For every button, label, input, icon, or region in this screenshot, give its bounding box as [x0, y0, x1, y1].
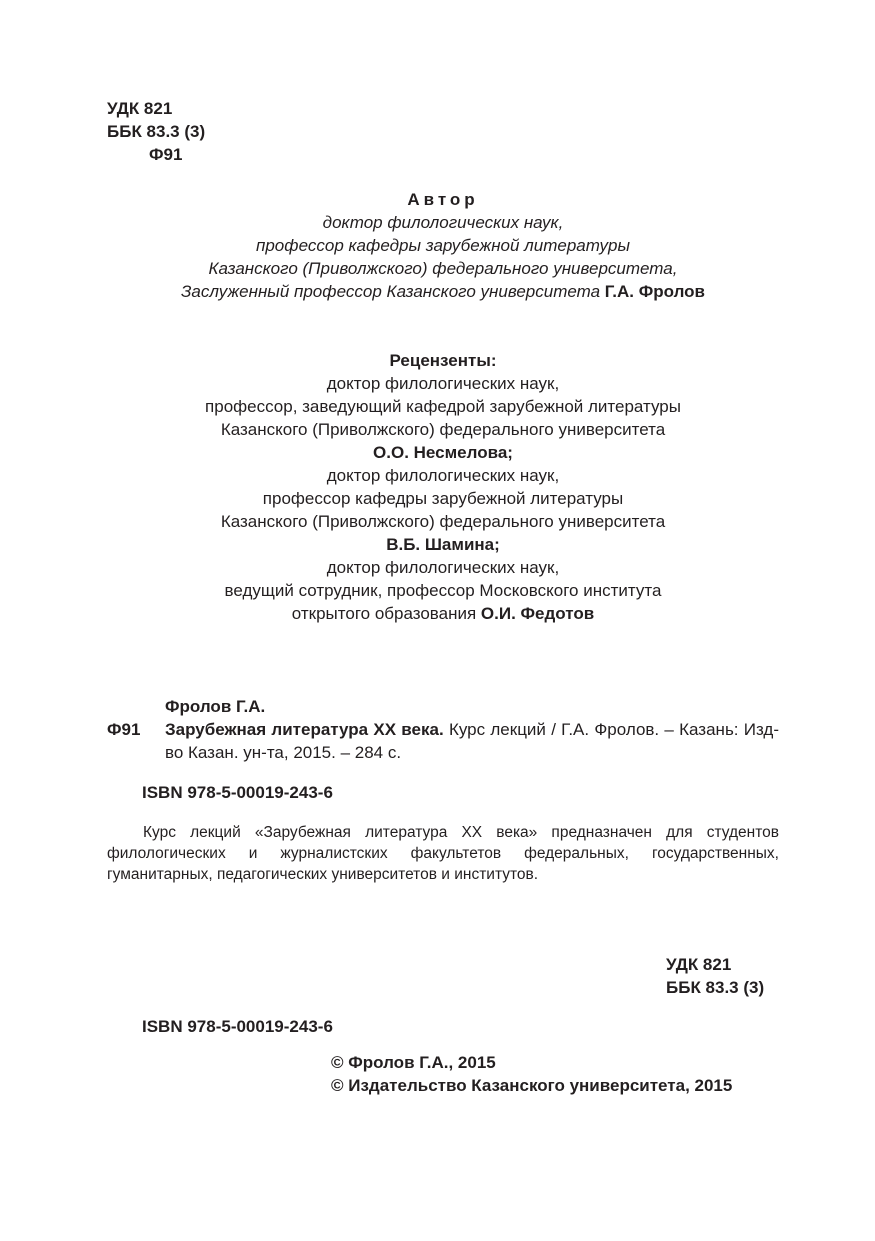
annotation: Курс лекций «Зарубежная литература XX века» предназначен для студентов филологических и журналистских факультетов федеральных, государственных, гуманитарных, педагогических университетов и институтов.: [107, 824, 779, 883]
udk-code: УДК 821: [107, 99, 173, 118]
author-honorary: [107, 280, 779, 303]
reviewer1-line1: доктор филологических наук,: [326, 374, 560, 393]
reviewer2-line1: доктор филологических наук,: [326, 466, 560, 485]
author-honorary-text: Заслуженный профессор Казанского университета: [180, 282, 601, 301]
reviewer2-name: В.Б. Шамина;: [386, 535, 500, 554]
author-university: Казанского (Приволжского) федерального университета,: [208, 259, 678, 278]
reviewer3-line3-text: открытого образования: [291, 604, 477, 623]
author-mark: Ф91: [149, 145, 183, 164]
reviewers-heading: Рецензенты:: [389, 351, 497, 370]
reviewer3-line2: ведущий сотрудник, профессор Московского института: [224, 581, 662, 600]
copyright-publisher: © Издательство Казанского университета, 2015: [331, 1076, 733, 1095]
bib-author: Фролов Г.А.: [165, 697, 266, 716]
author-section: [107, 188, 779, 303]
bib-entry: [107, 718, 779, 764]
author-position: профессор кафедры зарубежной литературы: [255, 236, 631, 255]
author-name: Г.А. Фролов: [604, 282, 706, 301]
reviewer1-name: О.О. Несмелова;: [373, 443, 513, 462]
bib-details: Курс лекций / Г.А. Фролов. – Казань: Изд-во Казан. ун-та, 2015. – 284 с.: [165, 720, 780, 762]
reviewer3-name: О.И. Федотов: [480, 604, 595, 623]
reviewer1-line3: Казанского (Приволжского) федерального университета: [220, 420, 666, 439]
isbn-bottom: ISBN 978-5-00019-243-6: [142, 1017, 333, 1036]
reviewer3-line1: доктор филологических наук,: [326, 558, 560, 577]
reviewer2-line3: Казанского (Приволжского) федерального университета: [220, 512, 666, 531]
bib-description: [165, 718, 779, 764]
bbk-code: ББК 83.3 (3): [107, 122, 206, 141]
reviewer3-line3: [107, 602, 779, 625]
author-degree: доктор филологических наук,: [322, 213, 564, 232]
bbk-code-bottom: ББК 83.3 (3): [666, 978, 765, 997]
classification-codes-bottom: [666, 953, 764, 999]
copyright-block: [331, 1051, 732, 1097]
isbn-top: ISBN 978-5-00019-243-6: [142, 783, 333, 802]
reviewer1-line2: профессор, заведующий кафедрой зарубежной литературы: [205, 397, 681, 416]
reviewer2-line2: профессор кафедры зарубежной литературы: [262, 489, 624, 508]
udk-code-bottom: УДК 821: [666, 955, 732, 974]
copyright-author: © Фролов Г.А., 2015: [331, 1053, 496, 1072]
bib-title: Зарубежная литература XX века.: [165, 720, 444, 739]
bibliographic-record: [107, 695, 779, 764]
classification-codes-top: [107, 97, 205, 166]
reviewers-section: [107, 349, 779, 625]
author-heading: Автор: [407, 190, 479, 209]
bib-code: Ф91: [107, 720, 141, 739]
